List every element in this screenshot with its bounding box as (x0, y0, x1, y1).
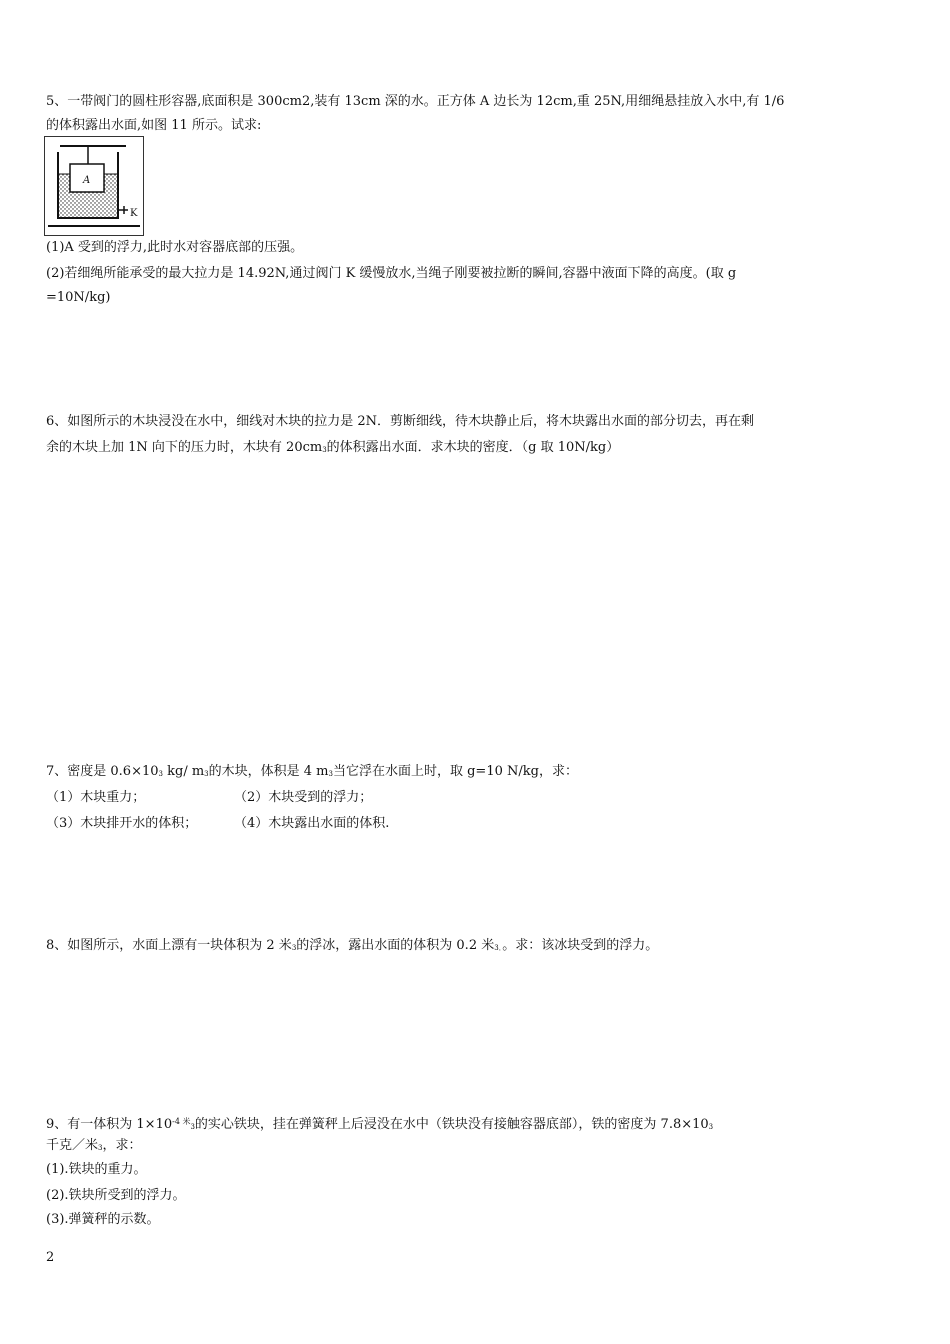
q5-part-2-line-1: (2)若细绳所能承受的最大拉力是 14.92N,通过阀门 K 缓慢放水,当绳子刚要被拉断的瞬间,容器中液面下降的高度。(取 g (46, 266, 737, 281)
q7-stem: 7、密度是 0.6×103 kg/ m3的木块，体积是 4 m3当它浮在水面上时，取 g=10 N/kg，求： (46, 764, 578, 779)
q6-line-1: 6、如图所示的木块浸没在水中，细线对木块的拉力是 2N．剪断细线，待木块静止后，将木块露出水面的部分切去，再在剩 (46, 414, 755, 429)
q5-part-1: (1)A 受到的浮力,此时水对容器底部的压强。 (46, 240, 304, 255)
q9-part-2: (2).铁块所受到的浮力。 (46, 1188, 186, 1203)
q7-part-2: （2）木块受到的浮力； (234, 790, 373, 805)
page-number: 2 (46, 1250, 55, 1265)
q7-part-4: （4）木块露出水面的体积. (234, 816, 390, 831)
svg-text:K: K (130, 208, 138, 219)
q9-part-3: (3).弹簧秤的示数。 (46, 1212, 160, 1227)
q7-part-3: （3）木块排开水的体积； (46, 816, 198, 831)
svg-text:A: A (83, 175, 91, 186)
q5-line-2: 的体积露出水面,如图 11 所示。试求: (46, 118, 262, 133)
q9-stem-line-1: 9、有一体积为 $1\times 10^{-4 米}3$的实心铁块，挂在弹簧秤上后浸没在水中（铁块没有接触容器底部），铁的密度为 7.8×103 (46, 1117, 714, 1132)
figure-11-container-diagram (44, 136, 144, 236)
q5-part-2-line-2: =10N/kg) (46, 290, 111, 305)
q9-part-1: (1).铁块的重力。 (46, 1162, 147, 1177)
q8-stem: 8、如图所示，水面上漂有一块体积为 2 米3的浮冰，露出水面的体积为 0.2 米3．。求：该冰块受到的浮力。 (46, 938, 659, 953)
q7-part-1: （1）木块重力； (46, 790, 146, 805)
q6-line-2: 余的木块上加 1N 向下的压力时，木块有 20cm3的体积露出水面．求木块的密度．（g 取 10N/kg） (46, 440, 620, 455)
q5-line-1: 5、一带阀门的圆柱形容器,底面积是 300cm2,装有 13cm 深的水。正方体 A 边长为 12cm,重 25N,用细绳悬挂放入水中,有 1/6 (46, 94, 785, 109)
q9-stem-line-2: 千克／米3，求： (46, 1138, 142, 1153)
